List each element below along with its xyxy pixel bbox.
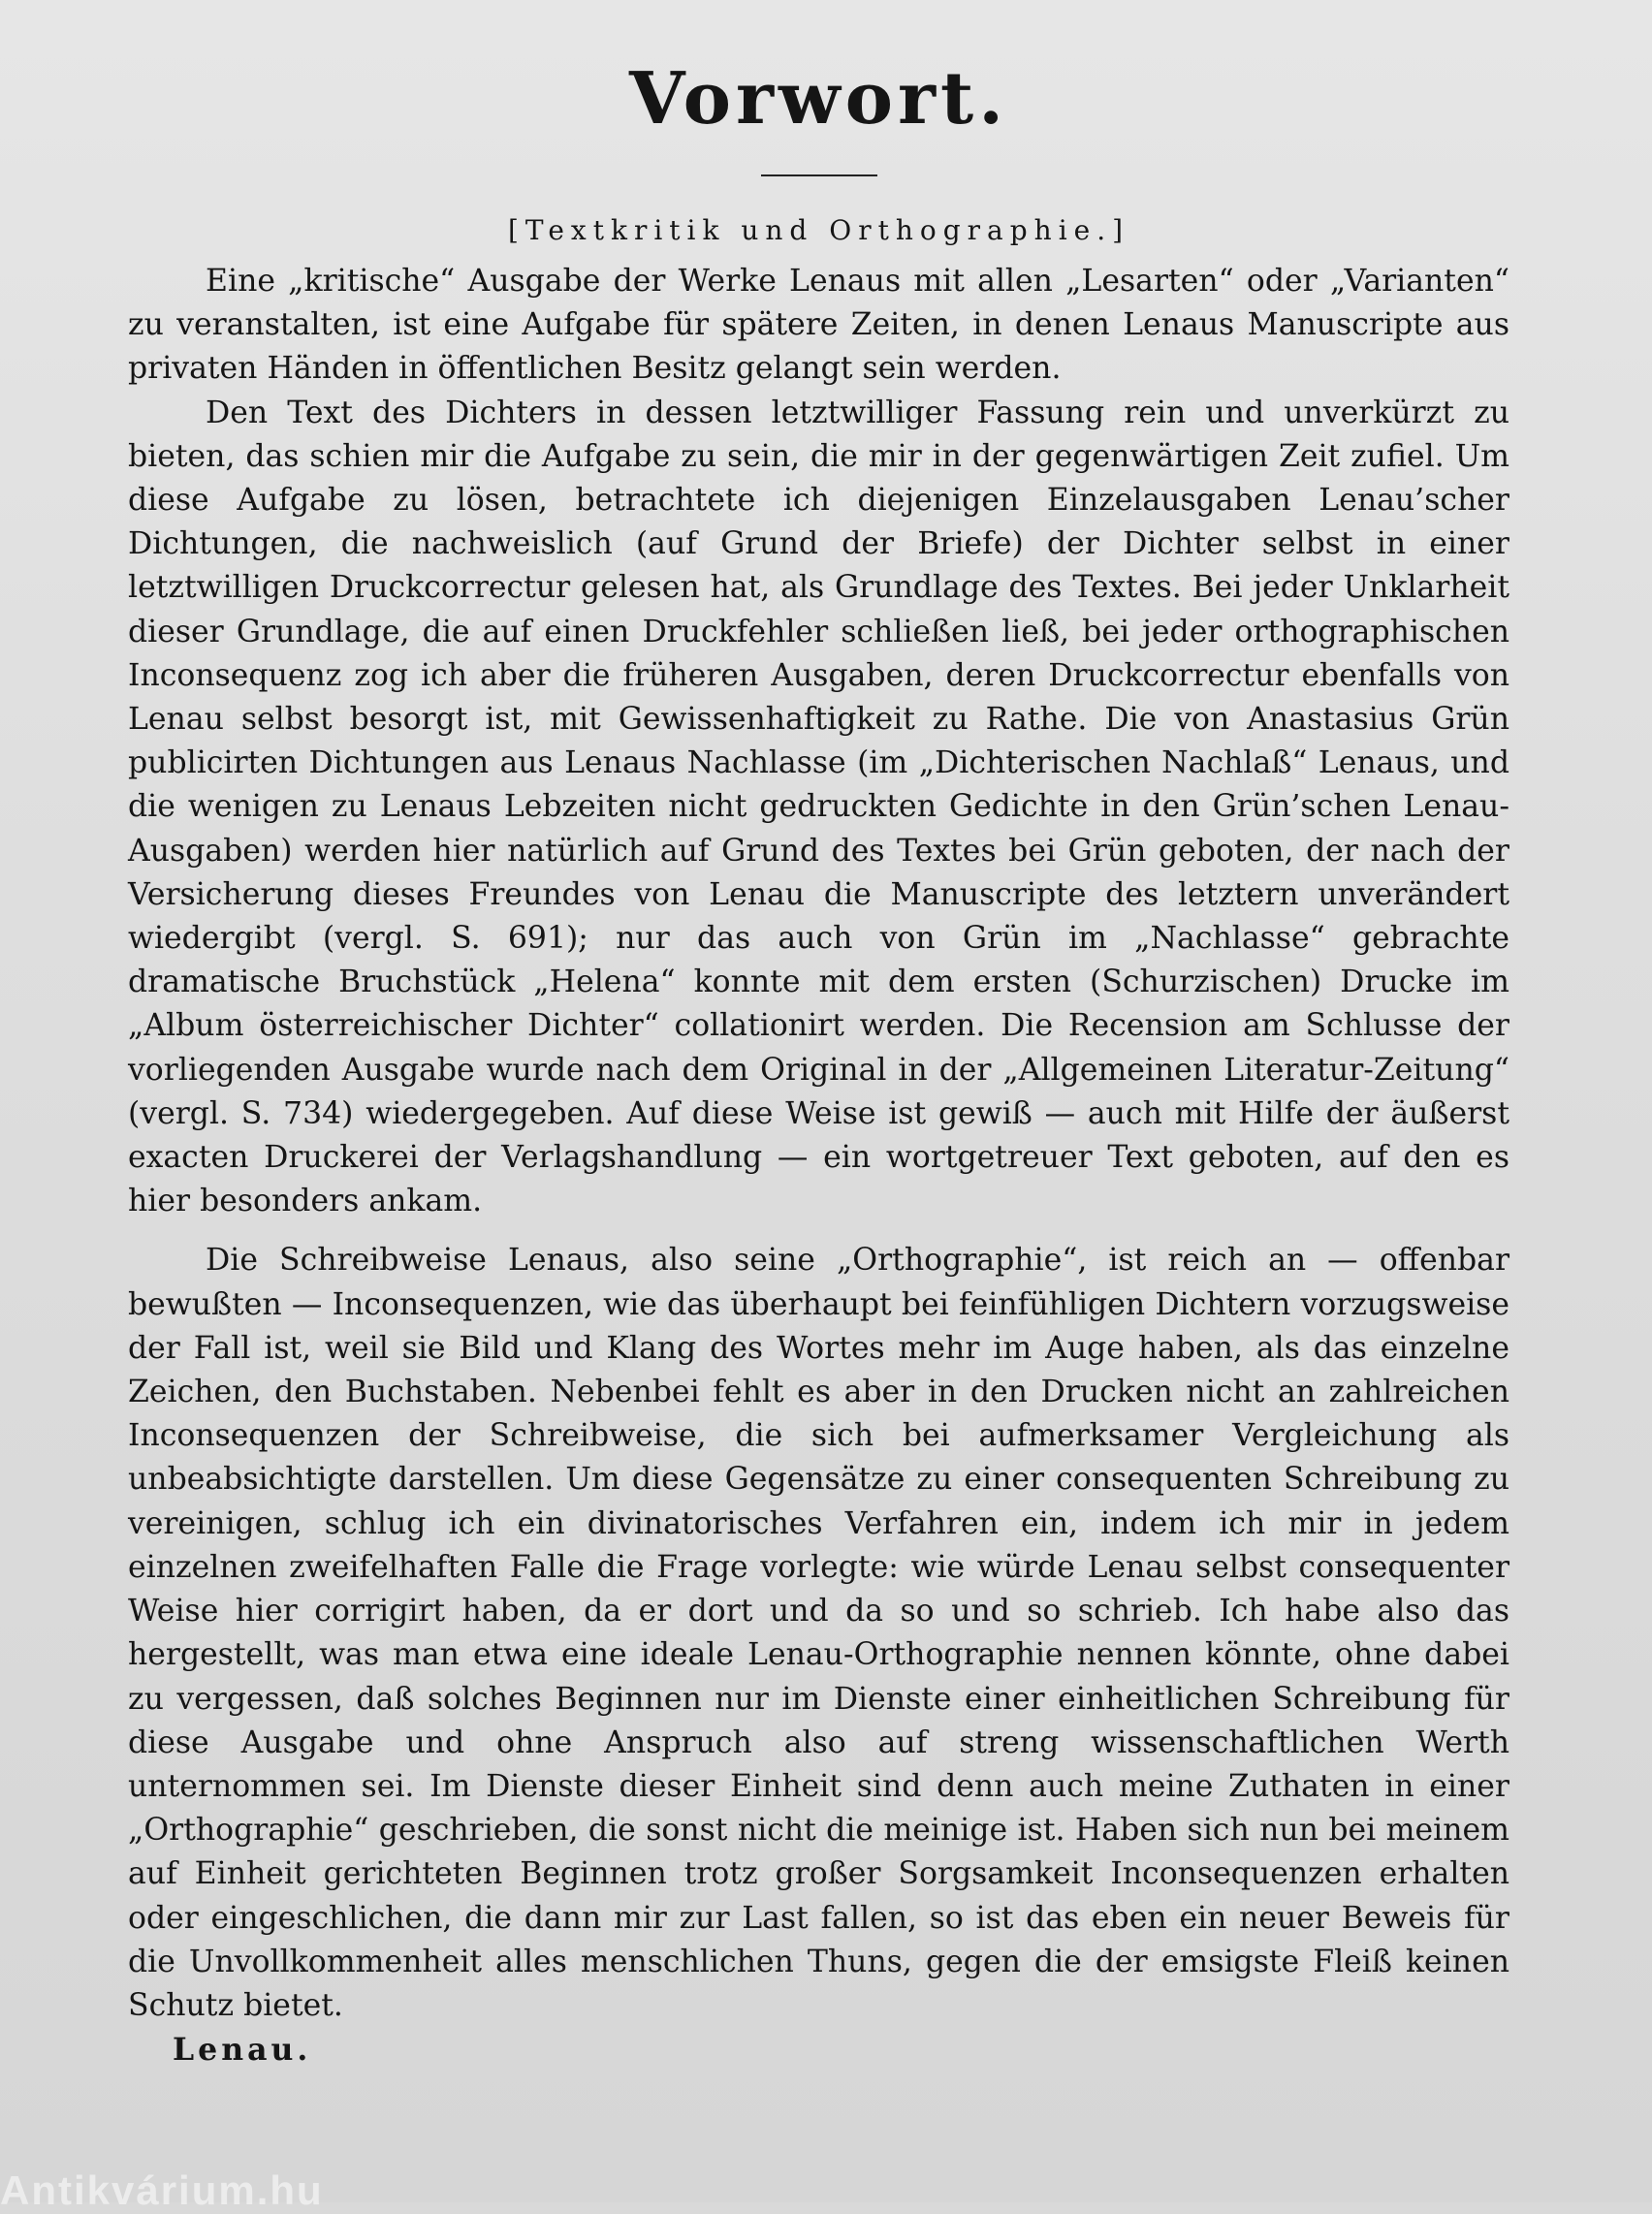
paragraph-1: Eine „kritische“ Ausgabe der Werke Lenaus mit allen „Lesarten“ oder „Varianten“ zu veranstalten, ist eine Aufgabe für spätere Zeiten, in denen Lenaus Manuscripte aus privaten Händen in öffentlichen Besitz gelangt sein werden. (128, 264, 1509, 387)
paragraph-3: Die Schreibweise Lenaus, also seine „Orthographie“, ist reich an — offenbar bewußten — Inconsequenzen, wie das überhaupt bei feinfühligen Dichtern vorzugsweise der Fall ist, weil sie Bild und Klang des Wortes mehr im Auge haben, als das einzelne Zeichen, den Buchstaben. Nebenbei fehlt es aber in den Drucken nicht an zahlreichen Inconsequenzen der Schreibweise, die sich bei aufmerksamer Vergleichung als unbeabsichtigte darstellen. Um diese Gegensätze zu einer consequenten Schreibung zu vereinigen, schlug ich ein divinatorisches Verfahren ein, indem ich mir in jedem einzelnen zweifelhaften Falle die Frage vorlegte: wie würde Lenau selbst consequenter Weise hier corrigirt haben, da er dort und da so und so schrieb. Ich habe also das hergestellt, was man etwa eine ideale Lenau-Orthographie nennen könnte, ohne dabei zu vergessen, daß solches Beginnen nur im Dienste einer einheitlichen Schreibung für diese Ausgabe und ohne Anspruch also auf streng wissenschaftlichen Werth unternommen sei. Im Dienste dieser Einheit sind denn auch meine Zuthaten in einer „Orthographie“ geschrieben, die sonst nicht die meinige ist. Haben sich nun bei meinem auf Einheit gerichteten Beginnen trotz großer Sorgsamkeit Inconsequenzen erhalten oder eingeschlichen, die dann mir zur Last fallen, so ist das eben ein neuer Beweis für die Unvollkommenheit alles menschlichen Thuns, gegen die der emsigste Fleiß keinen Schutz bietet. (128, 1243, 1509, 2023)
signature: Lenau. (173, 2032, 312, 2069)
document-body (128, 50, 1509, 2072)
paragraph-2: Den Text des Dichters in dessen letztwilliger Fassung rein und unverkürzt zu bieten, das schien mir die Aufgabe zu sein, die mir in der gegenwärtigen Zeit zufiel. Um diese Aufgabe zu lösen, betrachtete ich diejenigen Einzelausgaben Lenau’scher Dichtungen, die nachweislich (auf Grund der Briefe) der Dichter selbst in einer letztwilligen Druckcorrectur gelesen hat, als Grundlage des Textes. Bei jeder Unklarheit dieser Grundlage, die auf einen Druckfehler schließen ließ, bei jeder orthographischen Inconsequenz zog ich aber die früheren Ausgaben, deren Druckcorrectur ebenfalls von Lenau selbst besorgt ist, mit Gewissenhaftigkeit zu Rathe. Die von Anastasius Grün publicirten Dichtungen aus Lenaus Nachlasse (im „Dichterischen Nachlaß“ Lenaus, und die wenigen zu Lenaus Lebzeiten nicht gedruckten Gedichte in den Grün’schen Lenau-Ausgaben) werden hier natürlich auf Grund des Textes bei Grün geboten, der nach der Versicherung dieses Freundes von Lenau die Manuscripte des letztern unverändert wiedergibt (vergl. S. 691); nur das auch von Grün im „Nachlasse“ gebrachte dramatische Bruchstück „Helena“ konnte mit dem ersten (Schurzischen) Drucke im „Album österreichischer Dichter“ collationirt werden. Die Recension am Schlusse der vorliegenden Ausgabe wurde nach dem Original in der „Allgemeinen Literatur-Zeitung“ (vergl. S. 734) wiedergegeben. Auf diese Weise ist gewiß — auch mit Hilfe der äußerst exacten Druckerei der Verlagshandlung — ein wortgetreuer Text geboten, auf den es hier besonders ankam. (128, 395, 1509, 1219)
title-divider (761, 174, 877, 176)
section-subheading: [Textkritik und Orthographie.] (507, 214, 1130, 246)
watermark: Antikvárium.hu (0, 2167, 324, 2213)
page-title: Vorwort. (629, 57, 1008, 141)
